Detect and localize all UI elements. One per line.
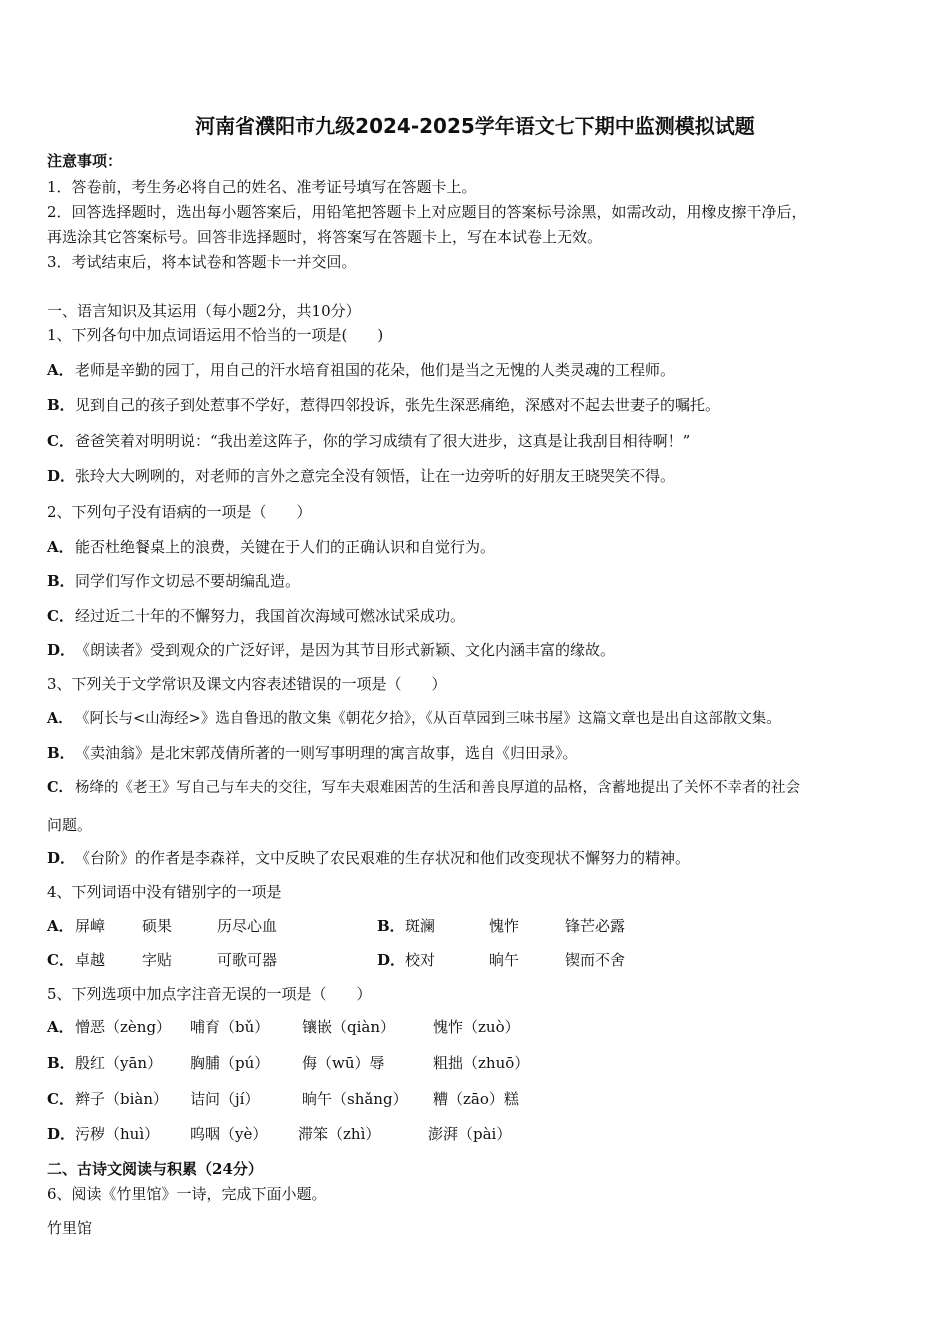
option-row xyxy=(47,537,495,557)
option-word: 硕果 xyxy=(142,917,173,935)
option-word: 卓越 xyxy=(75,951,106,969)
option-letter: B． xyxy=(47,744,75,762)
option-word: 诘问（jí） xyxy=(190,1090,260,1108)
question-stem: 2、下列句子没有语病的一项是（ ） xyxy=(47,503,312,521)
option-letter: A． xyxy=(47,1018,74,1036)
option-letter: D． xyxy=(47,1125,76,1143)
option-letter: D． xyxy=(47,467,76,485)
option-letter: B． xyxy=(47,572,75,590)
option-letter: A． xyxy=(47,917,74,935)
option-word: 粗拙（zhuō） xyxy=(433,1054,530,1072)
option-text: 见到自己的孩子到处惹事不学好，惹得四邻投诉，张先生深恶痛绝，深感对不起去世妻子的嘱托。 xyxy=(75,396,721,414)
option-row xyxy=(47,743,578,763)
option-text: 经过近二十年的不懈努力，我国首次海域可燃冰试采成功。 xyxy=(75,607,466,625)
option-row xyxy=(47,431,690,451)
question-stem: 1、下列各句中加点词语运用不恰当的一项是( ) xyxy=(47,326,384,344)
notice-item: 3．考试结束后，将本试卷和答题卡一并交回。 xyxy=(47,253,357,271)
option-row xyxy=(47,360,675,380)
option-word: 憎恶（zèng） xyxy=(75,1018,172,1036)
option-letter: A． xyxy=(47,710,73,727)
option-row xyxy=(47,571,300,591)
option-letter: B． xyxy=(377,917,405,935)
option-continuation: 问题。 xyxy=(47,816,93,834)
option-row xyxy=(47,606,465,626)
question-stem: 6、阅读《竹里馆》一诗，完成下面小题。 xyxy=(47,1185,327,1203)
option-word: 糟（zāo）糕 xyxy=(433,1090,519,1108)
option-word: 污秽（huì） xyxy=(75,1125,160,1143)
section-heading: 一、语言知识及其运用（每小题2分，共10分） xyxy=(47,302,361,320)
option-text: 《朗读者》受到观众的广泛好评，是因为其节目形式新颖、文化内涵丰富的缘故。 xyxy=(75,641,616,659)
option-row xyxy=(47,395,720,415)
option-text: 爸爸笑着对明明说：“我出差这阵子，你的学习成绩有了很大进步，这真是让我刮目相待啊！” xyxy=(75,432,691,450)
option-row xyxy=(47,640,615,660)
question-stem: 3、下列关于文学常识及课文内容表述错误的一项是（ ） xyxy=(47,675,447,693)
option-text: 杨绛的《老王》写自己与车夫的交往，写车夫艰难困苦的生活和善良厚道的品格，含蓄地提出了关怀不幸者的社会 xyxy=(75,780,800,796)
option-word: 愧怍（zuò） xyxy=(433,1018,520,1036)
option-text: 同学们写作文切忌不要胡编乱造。 xyxy=(75,572,301,590)
option-word: 侮（wū）辱 xyxy=(302,1054,385,1072)
option-word: 锲而不舍 xyxy=(565,951,626,969)
option-letter: D． xyxy=(377,951,406,969)
option-text: 《台阶》的作者是李森祥，文中反映了农民艰难的生存状况和他们改变现状不懈努力的精神。 xyxy=(75,849,691,867)
option-letter: D． xyxy=(47,849,76,867)
question-stem: 4、下列词语中没有错别字的一项是 xyxy=(47,883,282,901)
option-letter: C． xyxy=(47,1090,74,1108)
option-word: 字贴 xyxy=(142,951,173,969)
poem-title: 竹里馆 xyxy=(47,1219,93,1237)
option-word: 晌午 xyxy=(489,951,520,969)
option-letter: B． xyxy=(47,396,75,414)
option-word: 滞笨（zhì） xyxy=(298,1125,381,1143)
option-row xyxy=(47,466,675,486)
option-letter: B． xyxy=(47,1054,75,1072)
option-word: 屏嶂 xyxy=(75,917,106,935)
option-word: 锋芒必露 xyxy=(565,917,626,935)
option-letter: C． xyxy=(47,951,74,969)
option-row xyxy=(47,778,800,798)
option-word: 辫子（biàn） xyxy=(75,1090,169,1108)
notice-heading: 注意事项： xyxy=(47,152,123,170)
notice-item: 1．答卷前，考生务必将自己的姓名、准考证号填写在答题卡上。 xyxy=(47,178,477,196)
option-word: 胸脯（pú） xyxy=(190,1054,270,1072)
option-letter: A． xyxy=(47,361,74,379)
notice-item: 再选涂其它答案标号。回答非选择题时，将答案写在答题卡上，写在本试卷上无效。 xyxy=(47,228,603,246)
option-text: 《卖油翁》是北宋郭茂倩所著的一则写事明理的寓言故事，选自《归田录》。 xyxy=(75,744,578,762)
option-letter: A． xyxy=(47,538,74,556)
option-text: 老师是辛勤的园丁，用自己的汗水培育祖国的花朵，他们是当之无愧的人类灵魂的工程师。 xyxy=(75,361,676,379)
option-word: 呜咽（yè） xyxy=(190,1125,268,1143)
option-word: 愧怍 xyxy=(489,917,520,935)
option-word: 哺育（bǔ） xyxy=(190,1018,270,1036)
option-word: 历尽心血 xyxy=(217,917,278,935)
option-word: 澎湃（pài） xyxy=(428,1125,512,1143)
option-row xyxy=(47,709,781,729)
notice-item: 2．回答选择题时，选出每小题答案后，用铅笔把答题卡上对应题目的答案标号涂黑，如需改动，用橡皮擦干净后， xyxy=(47,203,807,221)
option-text: 能否杜绝餐桌上的浪费，关键在于人们的正确认识和自觉行为。 xyxy=(75,538,496,556)
option-word: 校对 xyxy=(405,951,436,969)
option-row xyxy=(47,848,690,868)
question-stem: 5、下列选项中加点字注音无误的一项是（ ） xyxy=(47,985,372,1003)
option-word: 晌午（shǎng） xyxy=(302,1090,408,1108)
section-heading: 二、古诗文阅读与积累（24分） xyxy=(47,1160,263,1178)
option-word: 镶嵌（qiàn） xyxy=(302,1018,396,1036)
option-word: 斑澜 xyxy=(405,917,436,935)
option-word: 殷红（yān） xyxy=(75,1054,163,1072)
option-letter: C． xyxy=(47,432,74,450)
option-text: 张玲大大咧咧的，对老师的言外之意完全没有领悟，让在一边旁听的好朋友王晓哭笑不得。 xyxy=(75,467,676,485)
option-word: 可歌可器 xyxy=(217,951,278,969)
option-letter: D． xyxy=(47,641,76,659)
option-letter: C． xyxy=(47,779,74,796)
page-title: 河南省濮阳市九级2024-2025学年语文七下期中监测模拟试题 xyxy=(195,114,755,138)
option-letter: C． xyxy=(47,607,74,625)
option-text: 《阿长与<山海经>》选自鲁迅的散文集《朝花夕拾》，《从百草园到三味书屋》这篇文章也是出自这部散文集。 xyxy=(75,711,781,727)
